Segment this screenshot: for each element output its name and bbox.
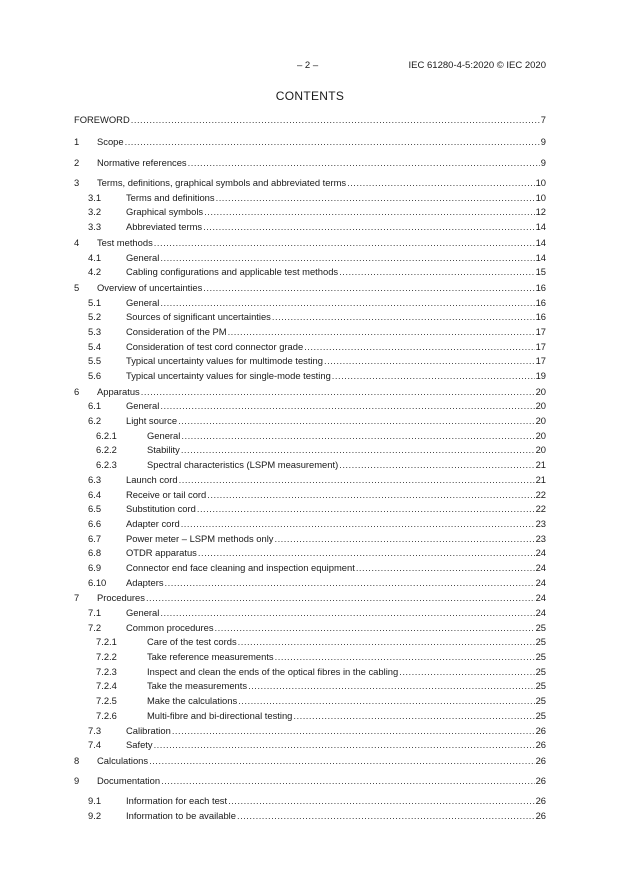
toc-entry-title: Apparatus xyxy=(97,385,140,397)
dot-leader xyxy=(216,191,535,206)
dot-leader xyxy=(179,473,535,488)
toc-entry-title: Cabling configurations and applicable test methods xyxy=(126,266,339,278)
dot-leader xyxy=(207,488,534,503)
dot-leader xyxy=(165,576,535,591)
toc-entry-page: 20 xyxy=(535,400,546,412)
toc-entry-number: 6.5 xyxy=(88,503,102,515)
toc-entry-title: General xyxy=(126,400,160,412)
toc-entry-page: 21 xyxy=(535,473,546,485)
toc-entry[interactable] xyxy=(74,281,546,296)
toc-entry-page: 9 xyxy=(540,157,546,169)
toc-entry-title: Care of the test cords xyxy=(147,636,237,648)
toc-entry-title: Information to be available xyxy=(126,809,236,821)
toc-entry[interactable] xyxy=(74,443,546,458)
toc-entry-number: 7.2.1 xyxy=(96,636,117,648)
dot-leader xyxy=(131,113,540,128)
dot-leader xyxy=(272,310,535,325)
toc-entry-page: 24 xyxy=(535,547,546,559)
toc-entry[interactable] xyxy=(74,517,546,532)
dot-leader xyxy=(178,414,534,429)
toc-entry-page: 15 xyxy=(535,266,546,278)
toc-entry-number: 6.2.1 xyxy=(96,429,117,441)
dot-leader xyxy=(332,369,535,384)
toc-entry-page: 24 xyxy=(535,607,546,618)
toc-entry-title: Abbreviated terms xyxy=(126,221,203,233)
dot-leader xyxy=(154,236,535,251)
toc-entry-title: Adapters xyxy=(126,576,164,588)
toc-entry-number: 6.3 xyxy=(88,473,102,485)
dot-leader xyxy=(203,281,534,296)
toc-entry-page: 24 xyxy=(535,561,546,573)
toc-entry[interactable] xyxy=(74,591,546,606)
toc-entry-title: Take the measurements xyxy=(147,680,248,692)
toc-entry-number: 7.2.4 xyxy=(96,680,117,692)
toc-entry-number: 7.2.6 xyxy=(96,709,117,721)
toc-entry[interactable] xyxy=(74,532,546,547)
toc-entry[interactable] xyxy=(74,738,546,753)
toc-entry-number: 6.8 xyxy=(88,547,102,559)
toc-entry-page: 26 xyxy=(535,795,546,807)
toc-entry[interactable] xyxy=(74,191,546,206)
toc-entry-number: 7.4 xyxy=(88,739,102,751)
toc-entry[interactable] xyxy=(74,265,546,280)
toc-entry-title: Graphical symbols xyxy=(126,206,204,218)
toc-entry-title: Spectral characteristics (LSPM measurement) xyxy=(147,459,339,471)
toc-entry-title: Terms, definitions, graphical symbols and abbreviated terms xyxy=(97,177,347,189)
dot-leader xyxy=(181,517,535,532)
toc-entry-page: 9 xyxy=(540,135,546,147)
dot-leader xyxy=(356,561,535,576)
toc-entry[interactable] xyxy=(74,220,546,235)
toc-entry-page: 7 xyxy=(540,114,546,125)
dot-leader xyxy=(228,794,534,809)
toc-entry[interactable] xyxy=(74,473,546,488)
toc-entry-title: Connector end face cleaning and inspection equipment xyxy=(126,561,355,573)
dot-leader xyxy=(347,176,534,191)
dot-leader xyxy=(160,399,534,414)
toc-entry-title: Consideration of test cord connector grade xyxy=(126,340,304,352)
toc-entry[interactable] xyxy=(74,369,546,384)
toc-entry-title: Receive or tail cord xyxy=(126,488,207,500)
toc-entry-page: 23 xyxy=(535,532,546,544)
toc-entry-title: Typical uncertainty values for multimode testing xyxy=(126,355,323,367)
toc-entry-page: 25 xyxy=(535,665,546,677)
toc-entry-page: 25 xyxy=(535,695,546,707)
dot-leader xyxy=(203,220,534,235)
toc-entry[interactable] xyxy=(74,113,546,128)
toc-entry-page: 25 xyxy=(535,621,546,633)
toc-entry-number: 5.4 xyxy=(88,340,102,352)
toc-entry[interactable] xyxy=(74,399,546,414)
toc-entry[interactable] xyxy=(74,635,546,650)
dot-leader xyxy=(275,650,535,665)
toc-entry[interactable] xyxy=(74,429,546,444)
toc-entry-page: 24 xyxy=(535,576,546,588)
toc-entry-title: FOREWORD xyxy=(74,114,130,125)
toc-entry-page: 25 xyxy=(535,680,546,692)
toc-entry-number: 5.5 xyxy=(88,355,102,367)
toc-entry[interactable] xyxy=(74,502,546,517)
toc-entry-title: Launch cord xyxy=(126,473,178,485)
toc-entry-number: 7.3 xyxy=(88,724,102,736)
toc-entry[interactable] xyxy=(74,236,546,251)
toc-entry-number: 6.9 xyxy=(88,561,102,573)
toc-entry-number: 6.2.2 xyxy=(96,444,117,456)
toc-entry-page: 24 xyxy=(535,592,546,604)
toc-entry-page: 10 xyxy=(535,177,546,189)
toc-entry-title: Inspect and clean the ends of the optical fibres in the cabling xyxy=(147,665,399,677)
toc-entry-number: 3.2 xyxy=(88,206,102,218)
toc-entry[interactable] xyxy=(74,724,546,739)
toc-entry[interactable] xyxy=(74,606,546,621)
toc-entry-page: 26 xyxy=(535,739,546,751)
toc-entry[interactable] xyxy=(74,325,546,340)
toc-entry-number: 7.2.2 xyxy=(96,651,117,663)
toc-entry-title: Calculations xyxy=(97,754,149,766)
dot-leader xyxy=(237,809,535,824)
toc-entry-number: 2 xyxy=(74,157,80,169)
toc-entry-title: Scope xyxy=(97,135,124,147)
toc-entry[interactable] xyxy=(74,458,546,473)
toc-entry-title: Safety xyxy=(126,739,153,751)
toc-entry-title: Overview of uncertainties xyxy=(97,281,203,293)
dot-leader xyxy=(215,621,535,636)
toc-entry-page: 26 xyxy=(535,809,546,821)
dot-leader xyxy=(198,546,535,561)
toc-entry-number: 8 xyxy=(74,754,80,766)
toc-entry[interactable] xyxy=(74,546,546,561)
toc-entry-number: 6.1 xyxy=(88,400,102,412)
toc-entry[interactable] xyxy=(74,621,546,636)
toc-entry-page: 16 xyxy=(535,296,546,308)
toc-entry-page: 26 xyxy=(535,774,546,786)
toc-entry-title: Documentation xyxy=(97,774,161,786)
toc-entry-page: 17 xyxy=(535,325,546,337)
toc-entry-title: Procedures xyxy=(97,592,145,604)
toc-entry-page: 21 xyxy=(535,459,546,471)
toc-entry[interactable] xyxy=(74,156,546,171)
toc-entry-title: Typical uncertainty values for single-mode testing xyxy=(126,370,331,381)
dot-leader xyxy=(304,340,534,355)
dot-leader xyxy=(125,135,540,150)
toc-entry-number: 5.3 xyxy=(88,325,102,337)
toc-entry-title: Common procedures xyxy=(126,621,214,633)
toc-entry-number: 6.2.3 xyxy=(96,459,117,471)
toc-entry[interactable] xyxy=(74,809,546,824)
toc-entry-page: 22 xyxy=(535,488,546,500)
toc-entry[interactable] xyxy=(74,340,546,355)
toc-entry-number: 3.3 xyxy=(88,221,102,233)
toc-entry-title: Multi-fibre and bi-directional testing xyxy=(147,709,293,721)
dot-leader xyxy=(181,443,535,458)
toc-entry-number: 4.1 xyxy=(88,251,102,263)
toc-entry[interactable] xyxy=(74,135,546,150)
dot-leader xyxy=(339,458,534,473)
toc-entry-number: 6 xyxy=(74,385,80,397)
toc-entry-title: Terms and definitions xyxy=(126,191,215,203)
page-number: – 2 – xyxy=(297,60,319,71)
dot-leader xyxy=(274,532,534,547)
toc-entry-page: 16 xyxy=(535,311,546,323)
toc-entry[interactable] xyxy=(74,694,546,709)
toc-entry-title: Sources of significant uncertainties xyxy=(126,311,271,323)
toc-entry-title: General xyxy=(126,296,160,308)
toc-entry-title: Stability xyxy=(147,444,180,456)
dot-leader xyxy=(339,265,534,280)
toc-entry[interactable] xyxy=(74,679,546,694)
toc-entry-page: 17 xyxy=(535,340,546,352)
toc-entry-number: 6.10 xyxy=(88,576,107,588)
toc-entry-page: 22 xyxy=(535,503,546,515)
toc-entry[interactable] xyxy=(74,296,546,311)
toc-entry-title: Test methods xyxy=(97,236,153,248)
dot-leader xyxy=(188,156,540,171)
dot-leader xyxy=(160,606,534,621)
dot-leader xyxy=(293,709,534,724)
contents-title: CONTENTS xyxy=(275,89,345,103)
toc-entry[interactable] xyxy=(74,251,546,266)
toc-entry-number: 9.1 xyxy=(88,795,102,807)
toc-entry-page: 19 xyxy=(535,370,546,381)
toc-entry-page: 17 xyxy=(535,355,546,367)
toc-entry-page: 14 xyxy=(535,236,546,248)
toc-entry[interactable] xyxy=(74,709,546,724)
toc-entry-number: 5.6 xyxy=(88,370,102,381)
toc-entry-title: Consideration of the PM xyxy=(126,325,227,337)
toc-entry[interactable] xyxy=(74,354,546,369)
dot-leader xyxy=(172,724,535,739)
toc-entry-page: 10 xyxy=(535,191,546,203)
dot-leader xyxy=(181,429,534,444)
toc-entry[interactable] xyxy=(74,794,546,809)
toc-entry-page: 25 xyxy=(535,709,546,721)
toc-entry-page: 16 xyxy=(535,281,546,293)
toc-entry-page: 25 xyxy=(535,636,546,648)
toc-entry-number: 7.2.5 xyxy=(96,695,117,707)
toc-entry-page: 20 xyxy=(535,444,546,456)
toc-entry-page: 14 xyxy=(535,221,546,233)
toc-entry-title: Adapter cord xyxy=(126,517,180,529)
toc-entry-page: 25 xyxy=(535,651,546,663)
toc-entry[interactable] xyxy=(74,385,546,400)
toc-entry-title: Normative references xyxy=(97,157,187,169)
toc-entry-title: General xyxy=(126,251,160,263)
dot-leader xyxy=(324,354,535,369)
toc-entry[interactable] xyxy=(74,310,546,325)
toc-entry-title: Power meter – LSPM methods only xyxy=(126,532,274,544)
toc-entry-number: 5 xyxy=(74,281,80,293)
dot-leader xyxy=(141,385,535,400)
toc-entry-title: General xyxy=(147,429,181,441)
toc-entry[interactable] xyxy=(74,665,546,680)
dot-leader xyxy=(160,251,534,266)
toc-entry-number: 9 xyxy=(74,774,80,786)
toc-entry-number: 4 xyxy=(74,236,80,248)
dot-leader xyxy=(204,205,534,220)
toc-entry-number: 7.2 xyxy=(88,621,102,633)
toc-entry-title: Light source xyxy=(126,415,178,427)
toc-entry-title: Calibration xyxy=(126,724,171,736)
dot-leader xyxy=(160,296,534,311)
toc-entry-number: 5.2 xyxy=(88,311,102,323)
toc-entry-title: Make the calculations xyxy=(147,695,238,707)
toc-entry-number: 6.2 xyxy=(88,415,102,427)
toc-entry[interactable] xyxy=(74,205,546,220)
toc-entry-number: 7.1 xyxy=(88,607,102,618)
dot-leader xyxy=(238,635,535,650)
toc-entry-page: 26 xyxy=(535,724,546,736)
dot-leader xyxy=(146,591,535,606)
dot-leader xyxy=(154,738,535,753)
toc-entry-title: OTDR apparatus xyxy=(126,547,197,559)
toc-entry-page: 20 xyxy=(535,385,546,397)
toc-entry-page: 23 xyxy=(535,517,546,529)
toc-entry-number: 6.7 xyxy=(88,532,102,544)
toc-entry-number: 3 xyxy=(74,177,80,189)
toc-entry-title: General xyxy=(126,607,160,618)
document-reference: IEC 61280-4-5:2020 © IEC 2020 xyxy=(408,60,546,71)
page-header xyxy=(0,60,620,74)
toc-entry[interactable] xyxy=(74,754,546,769)
toc-entry-page: 26 xyxy=(535,754,546,766)
toc-entry-number: 1 xyxy=(74,135,80,147)
toc-entry-number: 4.2 xyxy=(88,266,102,278)
table-of-contents xyxy=(74,113,546,824)
toc-entry[interactable] xyxy=(74,176,546,191)
dot-leader xyxy=(399,665,534,680)
dot-leader xyxy=(197,502,535,517)
toc-entry[interactable] xyxy=(74,488,546,503)
toc-entry-number: 7.2.3 xyxy=(96,665,117,677)
dot-leader xyxy=(149,754,534,769)
toc-entry-title: Take reference measurements xyxy=(147,651,274,663)
toc-entry-page: 20 xyxy=(535,429,546,441)
toc-entry-number: 6.4 xyxy=(88,488,102,500)
toc-entry-number: 7 xyxy=(74,592,80,604)
dot-leader xyxy=(238,694,534,709)
toc-entry-title: Information for each test xyxy=(126,795,228,807)
toc-entry[interactable] xyxy=(74,650,546,665)
toc-entry-title: Substitution cord xyxy=(126,503,196,515)
dot-leader xyxy=(228,325,535,340)
toc-entry[interactable] xyxy=(74,414,546,429)
dot-leader xyxy=(248,679,535,694)
toc-entry-number: 5.1 xyxy=(88,296,102,308)
toc-entry-page: 12 xyxy=(535,206,546,218)
toc-entry[interactable] xyxy=(74,774,546,789)
toc-entry-number: 3.1 xyxy=(88,191,102,203)
toc-entry-number: 6.6 xyxy=(88,517,102,529)
dot-leader xyxy=(161,774,535,789)
toc-entry-page: 20 xyxy=(535,415,546,427)
toc-entry[interactable] xyxy=(74,576,546,591)
toc-entry[interactable] xyxy=(74,561,546,576)
toc-entry-page: 14 xyxy=(535,251,546,263)
toc-entry-number: 9.2 xyxy=(88,809,102,821)
